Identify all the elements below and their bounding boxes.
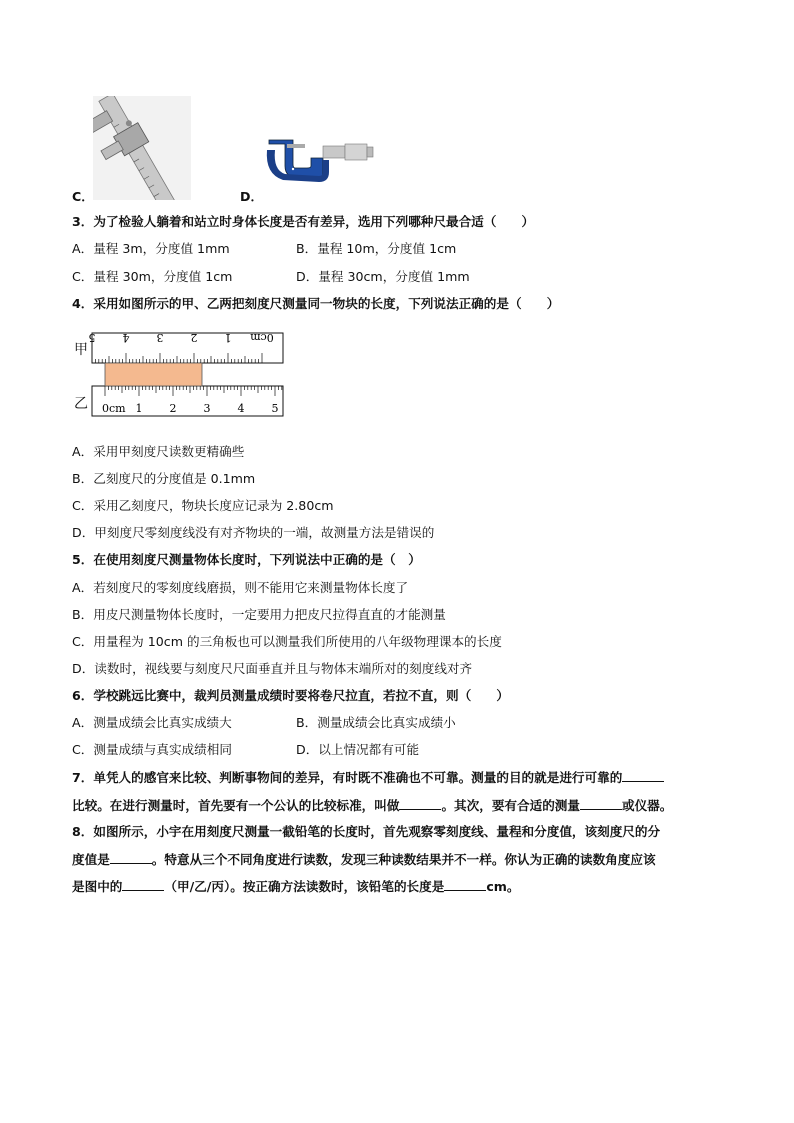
q8-text-3a: 是图中的 — [72, 879, 123, 894]
q4-stem: 4．采用如图所示的甲、乙两把刻度尺测量同一物块的长度，下列说法正确的是（ ） — [72, 296, 560, 311]
q6-option-b: B．测量成绩会比真实成绩小 — [296, 715, 456, 730]
ruler-jia-tick-label: 3 — [156, 331, 164, 344]
q3-option-c: C．量程 30m，分度值 1cm — [72, 269, 233, 284]
ruler-figure — [72, 328, 290, 422]
q8-text-2a: 度值是 — [72, 852, 110, 867]
ruler-yi-tick-label: 5 — [271, 402, 279, 415]
q5-stem: 5．在使用刻度尺测量物体长度时，下列说法中正确的是（ ） — [72, 552, 421, 567]
ruler-jia-tick-label: 4 — [122, 331, 130, 344]
q7-line-2 — [72, 796, 672, 815]
q7-blank-2[interactable] — [399, 796, 441, 810]
q8-text-2b: 。特意从三个不同角度进行读数，发现三种读数结果并不一样。你认为正确的读数角度应该 — [151, 852, 656, 867]
q4-option-b: B．乙刻度尺的分度值是 0.1mm — [72, 471, 256, 486]
q5-option-d: D．读数时，视线要与刻度尺尺面垂直并且与物体末端所对的刻度线对齐 — [72, 661, 473, 676]
ruler-jia-tick-label: 1 — [224, 331, 232, 344]
q5-option-a: A．若刻度尺的零刻度线磨损，则不能用它来测量物体长度了 — [72, 580, 409, 595]
q5-option-c: C．用量程为 10cm 的三角板也可以测量我们所使用的八年级物理课本的长度 — [72, 634, 502, 649]
ruler-yi-tick-label: 1 — [135, 402, 143, 415]
q5-option-b: B．用皮尺测量物体长度时，一定要用力把皮尺拉得直直的才能测量 — [72, 607, 446, 622]
ruler-jia-tick-label: 2 — [190, 331, 198, 344]
q8-line-3 — [72, 877, 520, 896]
q3-stem: 3．为了检验人躺着和站立时身体长度是否有差异，选用下列哪种尺最合适（ ） — [72, 214, 535, 229]
q3-option-d: D．量程 30cm，分度值 1mm — [296, 269, 470, 284]
ruler-jia-tick-label: 5 — [88, 331, 96, 344]
q8-blank-2[interactable] — [122, 877, 164, 891]
q8-blank-3[interactable] — [444, 877, 486, 891]
q3-option-b: B．量程 10m，分度值 1cm — [296, 241, 457, 256]
q8-line-2 — [72, 850, 656, 869]
q7-text-1: 7．单凭人的感官来比较、判断事物间的差异，有时既不准确也不可靠。测量的目的就是进行可靠的 — [72, 770, 623, 785]
vernier-caliper-image — [93, 96, 191, 200]
q8-blank-1[interactable] — [110, 850, 152, 864]
ruler-yi-tick-label: 0cm — [102, 402, 126, 415]
q6-stem: 6．学校跳远比赛中，裁判员测量成绩时要将卷尺拉直，若拉不直，则（ ） — [72, 688, 509, 703]
ruler-jia-label: 甲 — [74, 342, 88, 358]
ruler-yi-tick-label: 3 — [203, 402, 211, 415]
q8-text-3c: cm。 — [486, 879, 520, 894]
q4-option-c: C．采用乙刻度尺，物块长度应记录为 2.80cm — [72, 498, 334, 513]
option-c-label: C． — [72, 189, 94, 204]
ruler-yi-tick-label: 2 — [169, 402, 177, 415]
micrometer-image — [263, 136, 375, 186]
ruler-jia-tick-label: 0cm — [250, 331, 274, 344]
q7-text-2c: 或仪器。 — [621, 798, 673, 813]
q4-option-a: A．采用甲刻度尺读数更精确些 — [72, 444, 245, 459]
q3-option-a: A．量程 3m，分度值 1mm — [72, 241, 230, 256]
option-d-label: D． — [240, 189, 264, 204]
q7-blank-1[interactable] — [622, 768, 664, 782]
q8-line-1: 8．如图所示，小宇在用刻度尺测量一截铅笔的长度时，首先观察零刻度线、量程和分度值，该刻度尺的分 — [72, 824, 661, 839]
q7-line-1 — [72, 768, 664, 787]
ruler-yi-label: 乙 — [74, 396, 88, 412]
q7-text-2b: 。其次，要有合适的测量 — [441, 798, 580, 813]
q7-text-2a: 比较。在进行测量时，首先要有一个公认的比较标准，叫做 — [72, 798, 400, 813]
q8-text-3b: （甲/乙/丙）。按正确方法读数时，该铅笔的长度是 — [164, 879, 445, 894]
q6-option-a: A．测量成绩会比真实成绩大 — [72, 715, 232, 730]
q6-option-d: D．以上情况都有可能 — [296, 742, 420, 757]
ruler-yi-tick-label: 4 — [237, 402, 245, 415]
q4-option-d: D．甲刻度尺零刻度线没有对齐物块的一端，故测量方法是错误的 — [72, 525, 435, 540]
q6-option-c: C．测量成绩与真实成绩相同 — [72, 742, 232, 757]
measured-block — [105, 363, 202, 386]
q7-blank-3[interactable] — [580, 796, 622, 810]
